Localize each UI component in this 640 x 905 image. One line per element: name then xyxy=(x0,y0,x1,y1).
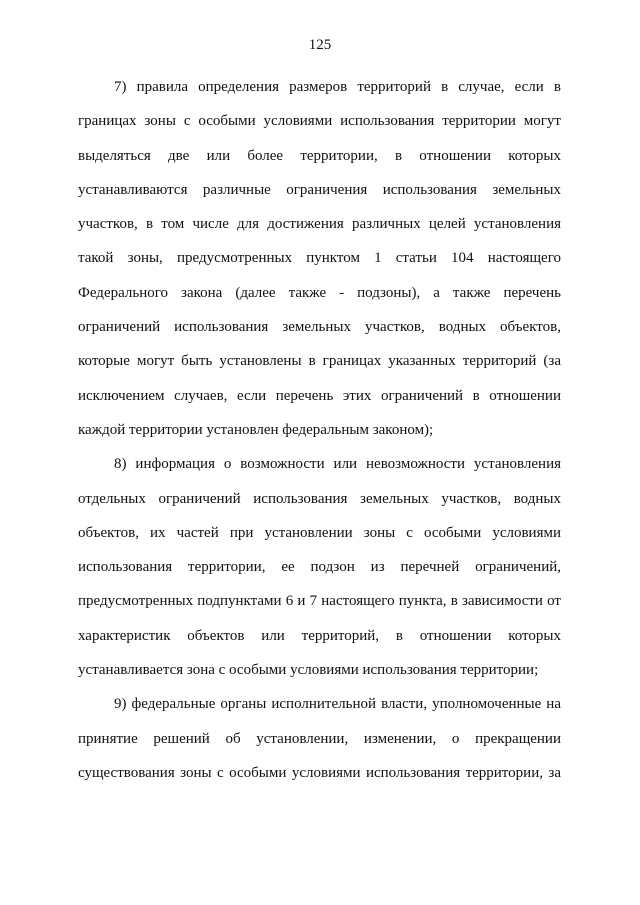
text-line: устанавливаются различные ограничения использования земельных xyxy=(78,181,561,198)
text-line: принятие решений об установлении, изменении, о прекращении xyxy=(78,730,561,747)
text-line: которые могут быть установлены в границах указанных территорий (за xyxy=(78,353,561,370)
text-line: исключением случаев, если перечень этих ограничений в отношении xyxy=(78,387,561,404)
text-line: Федерального закона (далее также - подзоны), а также перечень xyxy=(78,284,561,301)
paragraph-item-7 xyxy=(78,70,561,447)
paragraph-item-8 xyxy=(78,447,561,687)
text-line: каждой территории установлен федеральным законом); xyxy=(78,421,434,438)
text-line: 8) информация о возможности или невозможности установления xyxy=(114,456,561,473)
text-line: ограничений использования земельных участков, водных объектов, xyxy=(78,319,561,336)
document-body xyxy=(78,70,561,790)
text-line: отдельных ограничений использования земельных участков, водных xyxy=(78,490,561,507)
text-line: границах зоны с особыми условиями использования территории могут xyxy=(78,113,561,130)
text-line: использования территории, ее подзон из перечней ограничений, xyxy=(78,559,561,576)
text-line: участков, в том числе для достижения различных целей установления xyxy=(78,216,561,233)
text-line: характеристик объектов или территорий, в отношении которых xyxy=(78,627,561,644)
text-line: такой зоны, предусмотренных пунктом 1 статьи 104 настоящего xyxy=(78,250,561,267)
paragraph-item-9 xyxy=(78,687,561,790)
text-line: выделяться две или более территории, в отношении которых xyxy=(78,147,561,164)
text-line: устанавливается зона с особыми условиями использования территории; xyxy=(78,662,539,679)
text-line: 9) федеральные органы исполнительной власти, уполномоченные на xyxy=(114,696,561,713)
page-number: 125 xyxy=(308,37,332,53)
text-line: объектов, их частей при установлении зоны с особыми условиями xyxy=(78,524,561,541)
text-line: 7) правила определения размеров территорий в случае, если в xyxy=(114,79,561,95)
text-line: существования зоны с особыми условиями использования территории, за xyxy=(78,764,561,781)
text-line: предусмотренных подпунктами 6 и 7 настоящего пункта, в зависимости от xyxy=(78,593,561,610)
